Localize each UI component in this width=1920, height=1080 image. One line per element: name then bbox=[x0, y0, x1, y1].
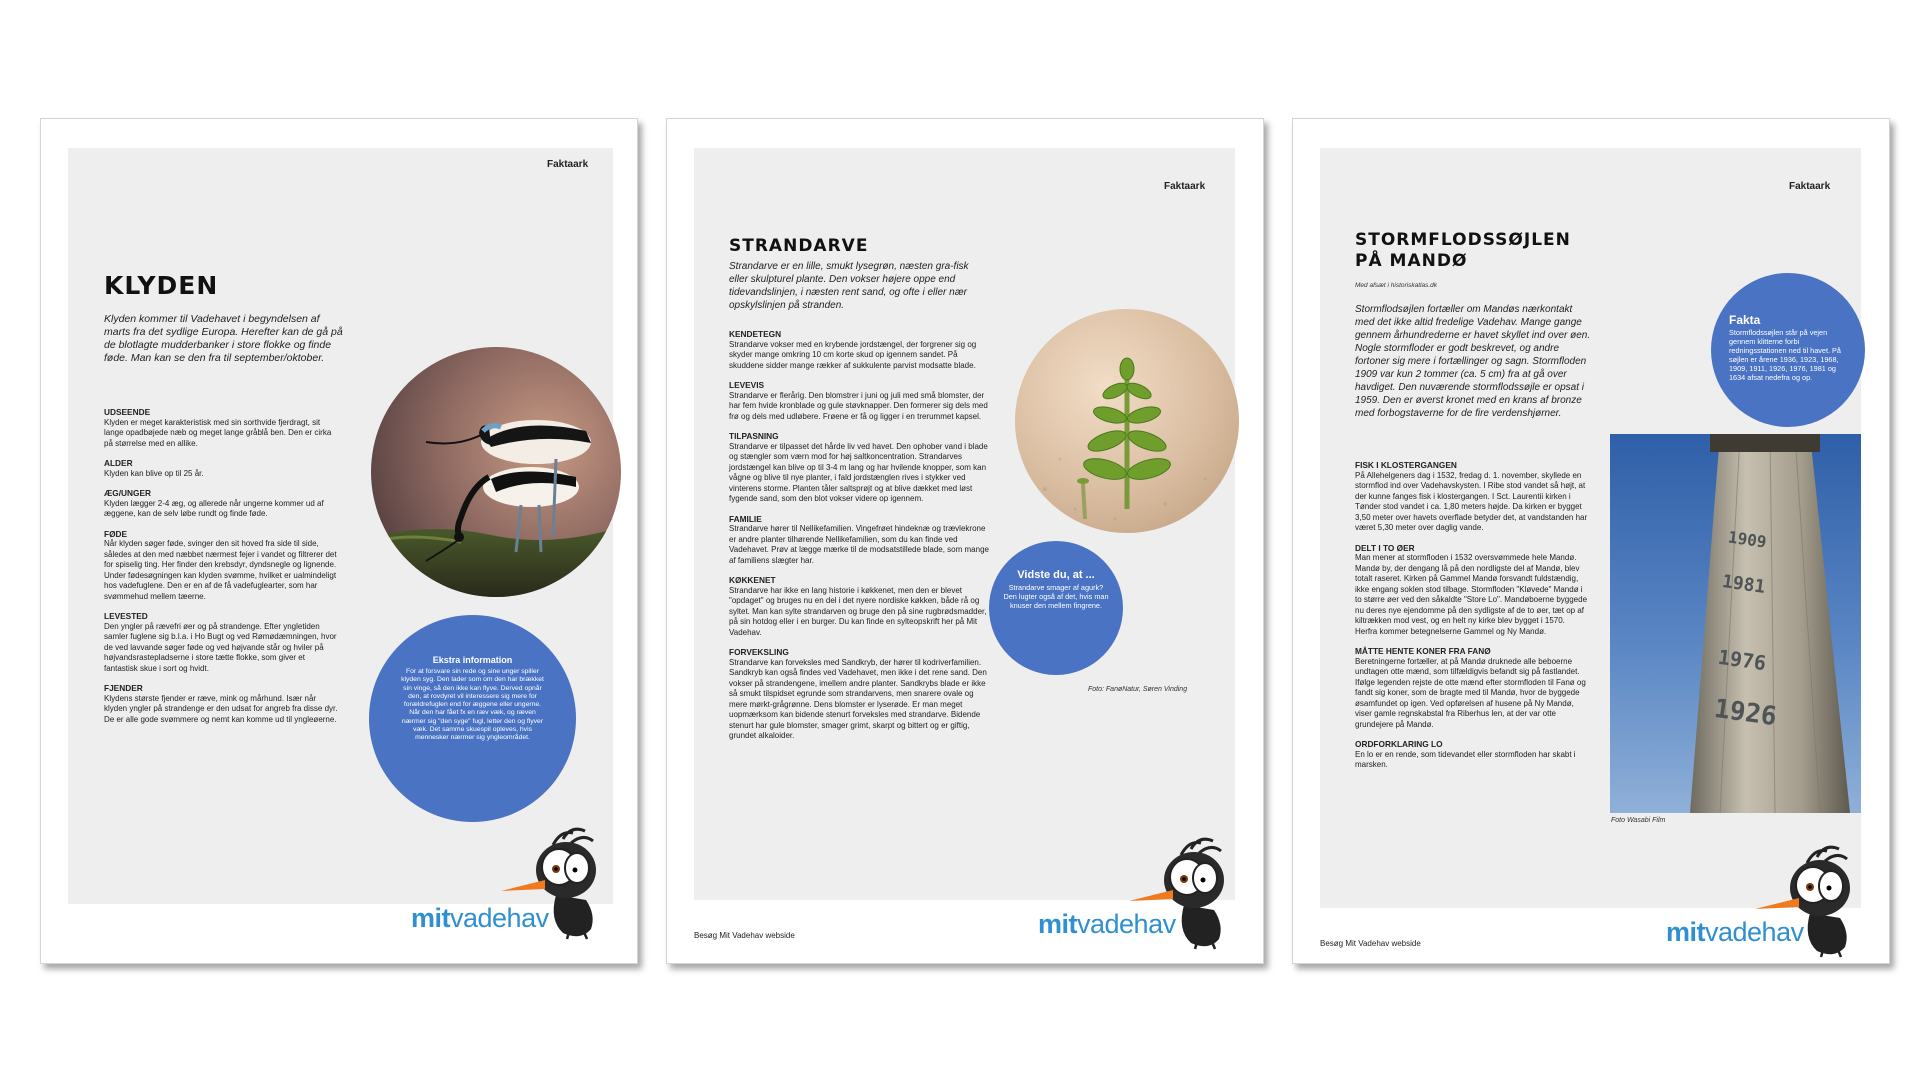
section-body: Strandarve vokser med en krybende jordstængel, der forgrener sig og skyder mange omkring 10 cm korte skud op igennem sandet. På skuddene sidder mange rækker af sukkulente parvist modsatte blade. bbox=[729, 339, 977, 370]
section-heading: DELT I TO ØER bbox=[1355, 542, 1415, 553]
section-heading: FISK I KLOSTERGANGEN bbox=[1355, 460, 1457, 470]
section-body: Når klyden søger føde, svinger den sit hoved fra side til side, således at den med næbbet nærmest fejer i vandet og filtrerer det for spiselig ting. Her finder den krebsdyr, dyndsnegle og lignende. Under fødesøgningen kan klyden svømme, hvilket er ualmindeligt hos vadefuglene. Den er en af de få vadefuglearter, som har svømmehud mellem tæerne. bbox=[104, 539, 337, 601]
faktaark-label: Faktaark bbox=[1789, 181, 1831, 192]
section-body: Strandarve er tilpasset det hårde liv ved havet. Den ophober vand i blade og stængler som værn mod for høj saltkoncentration. Strandarves jordstængel kan blive op til 3-4 m lang og har hvilende knopper, som kan vågne og blive til nye planter, i fald jordstænglen rives i stykker ved vinterens storme. Planten tåler saltsprøjt og at blive dækket med løst fygende sand, som den blot vokser videre op igennem. bbox=[729, 441, 988, 503]
plant-illustration bbox=[1015, 309, 1239, 533]
section-body: En lo er en rende, som tidevandet eller stormfloden har skabt i marsken. bbox=[1355, 749, 1576, 769]
bubble-body: For at forsvare sin rede og sine unger spiller klyden syg. Den lader som om den har brækket sin vinge, så den ikke kan flyve. Derved opnår den, at rovdyret vil interessere sig mere for forældrefuglen end for æggene eller ungerne. Når den har fået fx en ræv væk, og ræven nærmer sig "den syge" fugl, letter den og flyver væk. Det samme skuespil opleves, hvis mennesker nærmer sig yngleområdet. bbox=[401, 668, 544, 742]
bubble-title: Vidste du, at ... bbox=[1017, 569, 1095, 581]
section-heading: KØKKENET bbox=[729, 575, 776, 585]
section-body: Den yngler på rævefri øer og på strandenge. Efter yngletiden samler fuglene sig b.l.a. i Ho Bugt og ved Rømødæmningen, hvor de ved lavvande søger føde og ved højvande står og hviler på højvandsrastepladserne i store tætte flokke, som giver et fantastisk skue i sort og hvidt. bbox=[104, 621, 337, 673]
section-body: Strandarve kan forveksles med Sandkryb, der hører til kodriverfamilien. Sandkryb kan også findes ved Vadehavet, men ikke i det rene sand. Den vokser på strandengene, imellem andre planter. Sandkrybs blade er ikke så smukt tilspidset egrunde som strandarvens, men snarere ovale og mere mørkt-grågrønne. Dens blomster er lyserøde. Er man meget uopmærksom kan bidende stenurt forveksles med strandarve. Bidende stenurt har gule blomster, smager grimt, skarpt og bittert og er giftig, grundet alkaloider. bbox=[729, 657, 987, 740]
section-body: Strandarve hører til Nellikefamilien. Vingefrøet hindeknæ og trævlekrone er andre planter tilhørende Nellikefamilien, som du kan finde ved Vadehavet. Prøv at lægge mærke til de modsatstillede blade, som mange af familiens slægter har. bbox=[729, 524, 989, 565]
strandarve-photo bbox=[1015, 309, 1239, 533]
bubble-title: Fakta bbox=[1729, 313, 1761, 327]
logo-mit: mit bbox=[1038, 909, 1077, 939]
avocet-illustration bbox=[371, 347, 621, 597]
bubble-title: Ekstra information bbox=[432, 655, 513, 665]
section-heading: TILPASNING bbox=[729, 431, 779, 441]
section-heading: FØDE bbox=[104, 528, 128, 539]
avocet-mascot-icon bbox=[1755, 843, 1865, 963]
column-year-plate: 1981 bbox=[1720, 571, 1767, 598]
klyde-photo bbox=[371, 347, 621, 597]
page-title: STRANDARVE bbox=[729, 236, 869, 256]
section-heading: FAMILIE bbox=[729, 513, 762, 524]
factsheet-stormflodssojlen bbox=[1292, 118, 1890, 964]
logo-vadehav: vadehav bbox=[1077, 909, 1176, 939]
section-body: Strandarve har ikke en lang historie i køkkenet, men den er blevet "opdaget" og bruges nu en del i det nyere nordiske køkken, både rå og syltet. Man kan sylte strandarven og bruge den på sine rugbrødsmadder, på sin hotdog eller i en burger. Du kan finde en sylteopskrift her på Mit Vadehav. bbox=[729, 585, 987, 637]
info-bubble bbox=[1711, 273, 1865, 427]
subtitle: Med afsæt i historiskatlas.dk bbox=[1355, 282, 1438, 289]
photo-credit: Foto: FanøNatur, Søren Vinding bbox=[1088, 686, 1188, 693]
section-heading: LEVEVIS bbox=[729, 380, 765, 390]
section-heading: ALDER bbox=[104, 458, 133, 468]
column-illustration bbox=[1610, 434, 1861, 813]
sections bbox=[1355, 460, 1589, 771]
section-heading: FJENDER bbox=[104, 683, 143, 693]
section-heading: FORVEKSLING bbox=[729, 647, 789, 657]
intro-text: Klyden kommer til Vadehavet i begyndelsen af marts fra det sydlige Europa. Herefter kan de gå på de blotlagte mudderbanker i store flokke og finde føde. Man kan se den fra til september/oktober. bbox=[104, 313, 343, 364]
sections bbox=[729, 329, 991, 742]
bubble-body: Strandarve smager af agurk? Den lugter også af det, hvis man knuser den mellem fingrene. bbox=[1003, 583, 1109, 610]
intro-text: Strandarve er en lille, smukt lysegrøn, næsten gra-fisk eller skulpturel plante. Den vokser højere oppe end tidevandslinjen, i næsten rent sand, og ofte i eller nær opskylslinjen på stranden. bbox=[729, 261, 969, 311]
section-heading: ÆG/UNGER bbox=[104, 488, 152, 498]
info-bubble bbox=[989, 541, 1123, 675]
stormflodssojle-photo bbox=[1610, 434, 1861, 813]
title-line-2: PÅ MANDØ bbox=[1355, 251, 1468, 271]
faktaark-label: Faktaark bbox=[1164, 181, 1206, 192]
factsheet-strandarve bbox=[666, 118, 1264, 964]
section-heading: KENDETEGN bbox=[729, 329, 782, 339]
sections bbox=[104, 407, 340, 725]
website-link[interactable]: Besøg Mit Vadehav webside bbox=[1320, 939, 1421, 948]
column-year-plate: 1909 bbox=[1726, 527, 1768, 552]
bubble-body: Stormflodssøjlen står på vejen gennem klitterne forbi redningsstationen ned til havet. På søjlen er årene 1936, 1923, 1968, 1909, 1911, 1926, 1976, 1981 og 1634 afsat nedefra og op. bbox=[1729, 328, 1841, 382]
section-body: Strandarve er flerårig. Den blomstrer i juni og juli med små blomster, der har fem hvide kronblade og gule støvknapper. Den formerer sig dels med frø og dels med udløbere. Frøene er få og ligger i en trerummet kapsel. bbox=[729, 390, 988, 421]
section-heading: UDSEENDE bbox=[104, 407, 151, 417]
section-body: Klyden lægger 2-4 æg, og allerede når ungerne kommer ud af æggene, kan de selv løbe rundt og finde føde. bbox=[104, 498, 324, 518]
title-line-1: STORMFLODSSØJLEN bbox=[1355, 230, 1571, 250]
logo-mit: mit bbox=[411, 903, 450, 933]
section-heading: LEVESTED bbox=[104, 611, 148, 621]
section-heading: MÅTTE HENTE KONER FRA FANØ bbox=[1355, 646, 1491, 656]
section-body: Beretningerne fortæller, at på Mandø druknede alle beboerne undtagen otte mænd, som tilfældigvis befandt sig på fastlandet. Ifølge legenden rejste de otte mænd efter stormfloden til Fanø og fandt sig koner, som de bragte med til Mandø, hvor de byggede øsamfundet op igen. Ved opførelsen af husene på Ny Mandø, viser gamle regnskabstal fra Riberhus len, at der var otte grundejere på Mandø. bbox=[1355, 656, 1586, 729]
info-bubble bbox=[369, 615, 576, 822]
factsheet-klyden bbox=[40, 118, 638, 964]
section-heading: ORDFORKLARING LO bbox=[1355, 739, 1443, 749]
logo-vadehav: vadehav bbox=[450, 903, 549, 933]
section-body: Klyden kan blive op til 25 år. bbox=[104, 468, 204, 478]
faktaark-label: Faktaark bbox=[547, 159, 589, 170]
page-title: KLYDEN bbox=[104, 271, 219, 300]
avocet-mascot-icon bbox=[1129, 835, 1239, 955]
section-body: På Allehelgeners dag i 1532, fredag d. 1. november, skyllede en stormflod ind over Vadehavskysten. I Ribe stod vandet så højt, at der kunne fanges fisk i klostergangen. I Sct. Laurentii kirken i Tønder stod vandet i ca. 1,80 meters højde. Da kirken er bygget 3,50 meter over havets overflade betyder det, at vandstanden har været 5,30 meter over daglig vande. bbox=[1355, 470, 1588, 532]
logo-mit: mit bbox=[1666, 917, 1705, 947]
section-body: Klyden er meget karakteristisk med sin sorthvide fjerdragt, sit lange opadbøjede næb og meget lange gråblå ben. Den er cirka på størrelse med en allike. bbox=[104, 417, 332, 448]
column-year-plate: 1976 bbox=[1716, 644, 1768, 676]
page-title bbox=[1355, 230, 1571, 272]
logo-vadehav: vadehav bbox=[1705, 917, 1804, 947]
avocet-mascot-icon bbox=[501, 825, 611, 945]
website-link[interactable]: Besøg Mit Vadehav webside bbox=[694, 931, 795, 940]
photo-credit: Foto Wasabi Film bbox=[1611, 817, 1666, 824]
intro-text: Stormflodsøjlen fortæller om Mandøs nærkontakt med det ikke altid fredelige Vadehav. Mange gange gennem århundrederne er havet skyllet ind over øen. Nogle stormfloder er godt beskrevet, og andre fortoner sig mere i fortællinger og sagn. Stormfloden 1909 var kun 2 tommer (ca. 5 cm) fra at gå over havdiget. Den nuværende stormflodssøjle er opsat i 1959. Den er øverst kronet med en krans af bronze med forbogstaverne for de fire verdenshjørner. bbox=[1355, 304, 1591, 419]
section-body: Klydens største fjender er ræve, mink og mårhund. Især når klyden yngler på strandenge er den udsat for angreb fra disse dyr. De er alle gode svømmere og nemt kan komme ud til yngleøerne. bbox=[104, 693, 338, 724]
column-year-plate: 1926 bbox=[1712, 693, 1779, 733]
section-body: Man mener at stormfloden i 1532 oversvømmede hele Mandø. Mandø by, der dengang lå på den nordligste del af Mandø, blev totalt raseret. Kirken på Gammel Mandø forsvandt fuldstændig, ikke engang soklen stod tilbage. Stormfloden "Kløvede" Mandø i to større øer ved den såkaldte "Store Lo". Mandøboerne byggede nu deres nye ejendomme på den sydligste af de to øer, tæt op af kiltrækken mod vest, og en helt ny kirke blev bygget i 1570. Herfra kommer betegnelserne Gammel og Ny Mandø. bbox=[1355, 553, 1588, 636]
